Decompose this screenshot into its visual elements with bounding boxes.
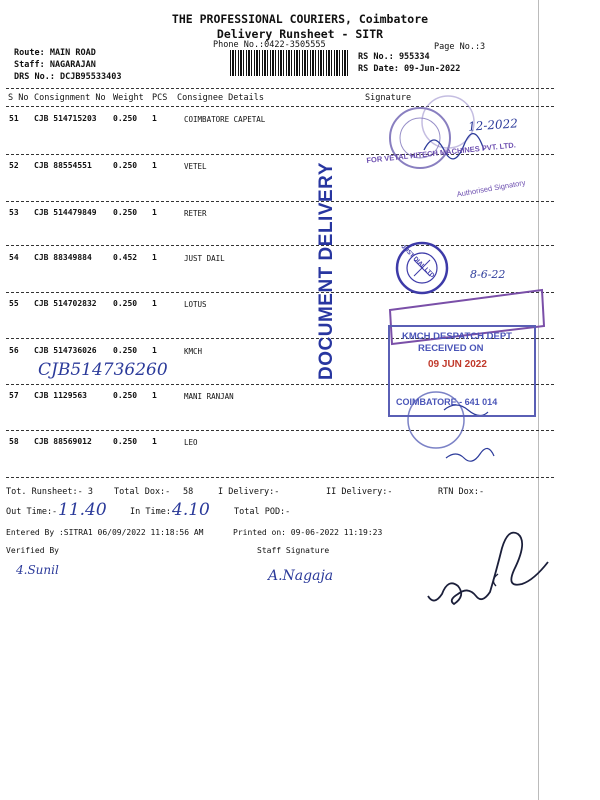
rtn-dox: RTN Dox:- xyxy=(438,487,485,497)
printed-on: Printed on: 09-06-2022 11:19:23 xyxy=(233,528,383,537)
row-pcs: 1 xyxy=(152,253,157,262)
row-weight: 0.250 xyxy=(113,299,138,308)
hitech-stamp: FOR VETAL HITECH MACHINES PVT. LTD. xyxy=(366,140,517,165)
row-consignee: LOTUS xyxy=(184,300,207,309)
verified-signature: 4.Sunil xyxy=(16,563,59,577)
col-consignment: Consignment No xyxy=(34,93,106,103)
in-time-label: In Time:- xyxy=(130,507,177,517)
col-signature: Signature xyxy=(365,93,412,103)
row-sno: 52 xyxy=(9,161,19,170)
row-weight: 0.250 xyxy=(113,346,138,355)
in-time-value: 4.10 xyxy=(172,500,210,520)
out-time-label: Out Time:- xyxy=(6,507,58,517)
row-weight: 0.250 xyxy=(113,114,138,123)
row-pcs: 1 xyxy=(152,437,157,446)
received-on: RECEIVED ON xyxy=(418,343,484,354)
entered-by: Entered By :SITRA1 06/09/2022 11:18:56 AM xyxy=(6,528,204,537)
page-number: Page No.:3 xyxy=(434,42,486,52)
total-pod-label: Total POD:- xyxy=(234,507,291,517)
row-consignment: CJB 1129563 xyxy=(34,391,87,400)
rs-date: RS Date: 09-Jun-2022 xyxy=(358,64,461,74)
large-signature xyxy=(418,530,568,615)
row-pcs: 1 xyxy=(152,299,157,308)
handwritten-consignment: CJB514736260 xyxy=(38,360,168,380)
barcode xyxy=(230,50,348,76)
i-delivery: I Delivery:- xyxy=(218,487,280,497)
total-runsheet: Tot. Runsheet:- 3 xyxy=(6,487,93,497)
col-pcs: PCS xyxy=(152,93,168,103)
row-consignment: CJB 88554551 xyxy=(34,161,92,170)
row-consignee: RETER xyxy=(184,209,207,218)
stamp-date: 09 JUN 2022 xyxy=(428,359,487,370)
kmch-dept: KMCH DESPATCH DEPT xyxy=(402,331,512,342)
signature-date-51: 12-2022 xyxy=(467,116,519,134)
row-consignee: MANI RANJAN xyxy=(184,392,234,401)
row-consignment: CJB 514715203 xyxy=(34,114,97,123)
out-time-value: 11.40 xyxy=(58,500,107,520)
row-sno: 55 xyxy=(9,299,19,308)
row-consignment: CJB 88349884 xyxy=(34,253,92,262)
signature-date-54: 8-6-22 xyxy=(470,268,506,281)
row-consignment: CJB 514736026 xyxy=(34,346,97,355)
row-consignment: CJB 88569012 xyxy=(34,437,92,446)
row-consignment: CJB 514479849 xyxy=(34,208,97,217)
row-sno: 58 xyxy=(9,437,19,446)
runsheet-title: Delivery Runsheet - SITR xyxy=(216,27,384,41)
header-divider-top xyxy=(6,88,554,89)
row-weight: 0.452 xyxy=(113,253,138,262)
row-weight: 0.250 xyxy=(113,437,138,446)
staff-signature: A.Nagaja xyxy=(268,568,334,584)
row-pcs: 1 xyxy=(152,208,157,217)
col-weight: Weight xyxy=(113,93,144,103)
row-weight: 0.250 xyxy=(113,391,138,400)
col-consignee: Consignee Details xyxy=(177,93,264,103)
staff-signature-label: Staff Signature xyxy=(257,546,330,555)
justdial-seal-text: JUST DIAL LTD xyxy=(399,244,435,280)
route: Route: MAIN ROAD xyxy=(14,48,96,58)
kmch-received-stamp xyxy=(388,325,536,417)
row-pcs: 1 xyxy=(152,391,157,400)
row-sno: 51 xyxy=(9,114,19,123)
row-sno: 54 xyxy=(9,253,19,262)
row-consignment: CJB 514702832 xyxy=(34,299,97,308)
verified-by-label: Verified By xyxy=(6,546,59,555)
phone-number: Phone No.:0422-3505555 xyxy=(213,40,326,50)
row-consignee: JUST DAIL xyxy=(184,254,225,263)
drs-number: DRS No.: DCJB95533403 xyxy=(14,72,122,82)
authorised-signatory: Authorised Signatory xyxy=(456,177,527,199)
document-delivery-stamp: DOCUMENT DELIVERY xyxy=(316,162,337,380)
col-sno: S No xyxy=(8,93,29,103)
row-sno: 57 xyxy=(9,391,19,400)
row-sno: 56 xyxy=(9,346,19,355)
row-consignee: VETEL xyxy=(184,162,207,171)
stamp-city: COIMBATORE - 641 014 xyxy=(396,397,498,407)
row-pcs: 1 xyxy=(152,161,157,170)
ii-delivery: II Delivery:- xyxy=(326,487,393,497)
row-weight: 0.250 xyxy=(113,161,138,170)
row-pcs: 1 xyxy=(152,114,157,123)
row-sno: 53 xyxy=(9,208,19,217)
table-bottom-divider xyxy=(6,477,554,478)
total-dox-label: Total Dox:- xyxy=(114,487,171,497)
row-consignee: COIMBATORE CAPETAL xyxy=(184,115,266,124)
total-dox-value: 58 xyxy=(183,487,194,497)
row-weight: 0.250 xyxy=(113,208,138,217)
rs-number: RS No.: 955334 xyxy=(358,52,430,62)
row-pcs: 1 xyxy=(152,346,157,355)
row-consignee: KMCH xyxy=(184,347,203,356)
company-title: THE PROFESSIONAL COURIERS, Coimbatore xyxy=(171,12,429,26)
row-consignee: LEO xyxy=(184,438,198,447)
staff: Staff: NAGARAJAN xyxy=(14,60,96,70)
